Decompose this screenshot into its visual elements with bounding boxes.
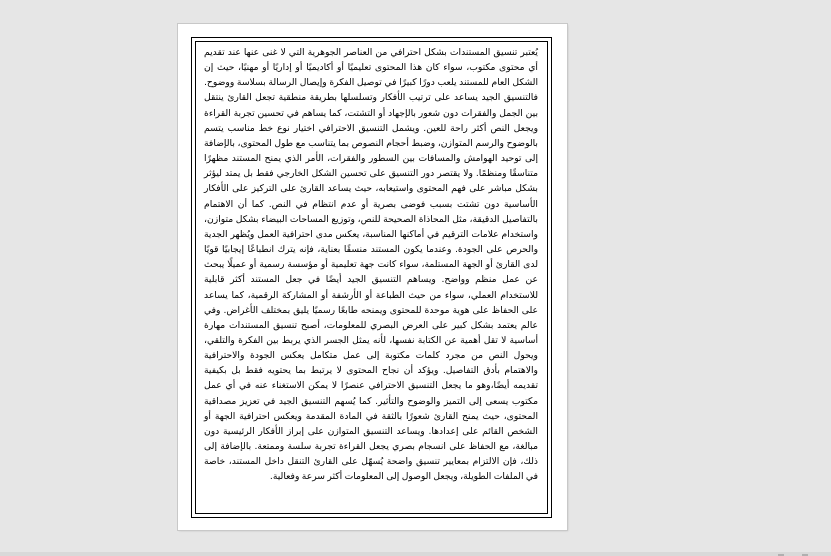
body-paragraph[interactable]: يُعتبر تنسيق المستندات بشكل احترافي من العناصر الجوهرية التي لا غنى عنها عند تقديم أي محتوى مكتوب، سواء كان هذا المحتوى تعليميًا أو أكاديميًا أو إداريًا أو مهنيًا، حيث إن الشكل العام للمستند يلعب دورًا كبيرًا في توصيل الفكرة وإيصال الرسالة بسلاسة ووضوح. فالتنسيق الجيد يساعد على ترتيب الأفكار وتسلسلها بطريقة منطقية تجعل القارئ ينتقل بين الجمل والفقرات دون شعور بالإجهاد أو التشتت، كما يساهم في تحسين تجربة القراءة ويجعل النص أكثر راحة للعين. ويشمل التنسيق الاحترافي اختيار نوع خط مناسب يتسم بالوضوح والرسم المتوازن، وضبط أحجام النصوص بما يتناسب مع طول المحتوى، بالإضافة إلى توحيد الهوامش والمسافات بين السطور والفقرات، الأمر الذي يمنح المستند مظهرًا متناسقًا ومنظمًا. ولا يقتصر دور التنسيق على تحسين الشكل الخارجي فقط بل يمتد ليؤثر بشكل مباشر على فهم المحتوى واستيعابه، حيث يساعد القارئ على التركيز على الأفكار الأساسية دون تشتت بسبب فوضى بصرية أو عدم انتظام في النص. كما أن الاهتمام بالتفاصيل الدقيقة، مثل المحاذاة الصحيحة للنص، وتوزيع المساحات البيضاء بشكل متوازن، واستخدام علامات الترقيم في أماكنها المناسبة، يعكس مدى احترافية العمل ويُظهر الجدية والحرص على الجودة. وعندما يكون المستند منسقًا بعناية، فإنه يترك انطباعًا إيجابيًا قويًا لدى القارئ أو الجهة المستلمة، سواء كانت جهة تعليمية أو مؤسسة رسمية أو عميلًا يبحث عن عمل منظم وواضح. ويساهم التنسيق الجيد أيضًا في جعل المستند أكثر قابلية للاستخدام العملي، سواء من حيث الطباعة أو الأرشفة أو المشاركة الرقمية، كما يساعد على الحفاظ على هوية موحدة للمحتوى ويمنحه طابعًا رسميًا يليق بمختلف الأغراض. وفي عالم يعتمد بشكل كبير على العرض البصري للمعلومات، أصبح تنسيق المستندات مهارة أساسية لا تقل أهمية عن الكتابة نفسها، لأنه يمثل الجسر الذي يربط بين الفكرة والتلقي، ويحول النص من مجرد كلمات مكتوبة إلى عمل متكامل يعكس الجودة والاحترافية والاهتمام بأدق التفاصيل. ويؤكد أن نجاح المحتوى لا يرتبط بما يحتويه فقط بل بكيفية تقديمه أيضًا،وهو ما يجعل التنسيق الاحترافي عنصرًا لا يمكن الاستغناء عنه في أي عمل مكتوب يسعى إلى التميز والوضوح والتأثير. كما يُسهم التنسيق الجيد في تعزيز مصداقية المحتوى، حيث يمنح القارئ شعورًا بالثقة في المادة المقدمة ويعكس احترافية الجهة أو الشخص القائم على إعدادها. ويساعد التنسيق المتوازن على إبراز الأفكار الرئيسية دون مبالغة، مع الحفاظ على انسجام بصري يجعل القراءة تجربة سلسة وممتعة. بالإضافة إلى ذلك، فإن الالتزام بمعايير تنسيق واضحة يُسهّل على القارئ التنقل داخل المستند، خاصة في الملفات الطويلة، ويجعل الوصول إلى المعلومات أكثر سرعة وفعالية. bbox=[204, 47, 538, 483]
page-border-inner bbox=[195, 41, 548, 514]
document-page[interactable] bbox=[178, 24, 567, 530]
status-bar bbox=[0, 552, 831, 556]
page-border-outer bbox=[191, 37, 552, 518]
